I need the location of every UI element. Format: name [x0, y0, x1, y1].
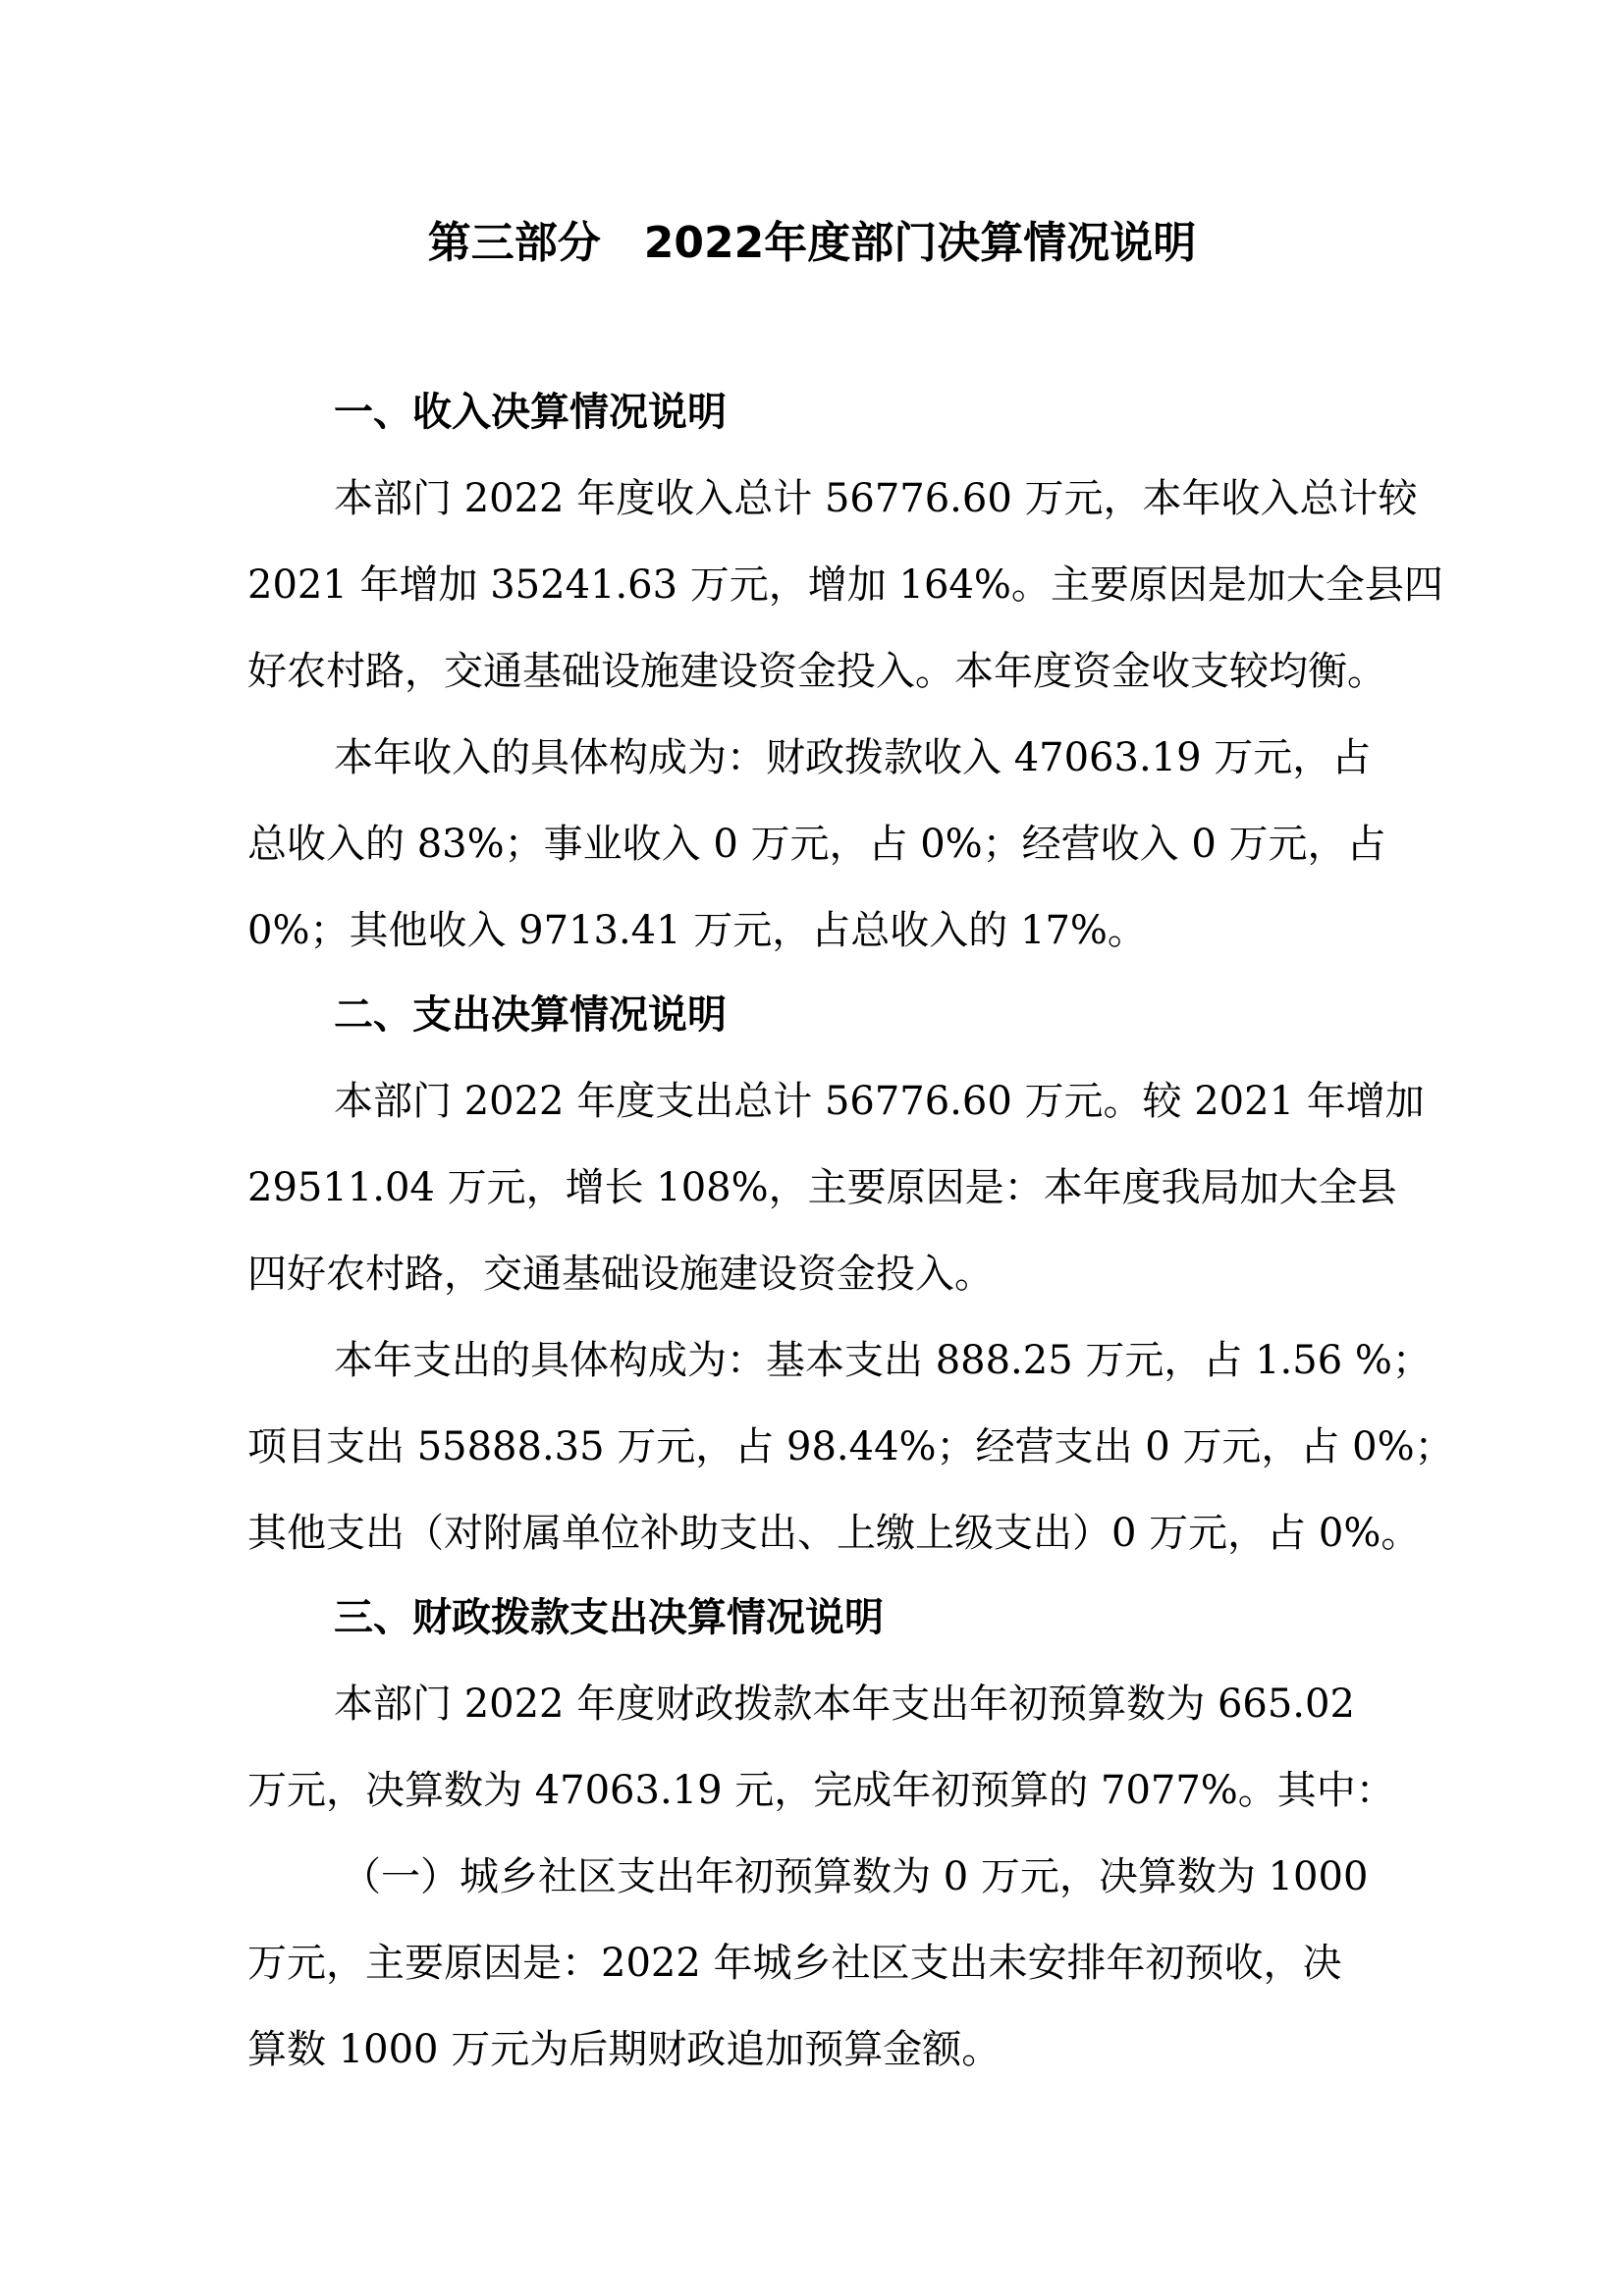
- paragraph-line: 29511.04 万元，增长 108%，主要原因是：本年度我局加大全县: [247, 1165, 1397, 1210]
- paragraph-line: 项目支出 55888.35 万元，占 98.44%；经营支出 0 万元，占 0%；: [247, 1424, 1454, 1469]
- section-heading-income: 一、收入决算情况说明: [334, 390, 727, 435]
- paragraph-line: 万元，决算数为 47063.19 元，完成年初预算的 7077%。其中：: [247, 1768, 1395, 1813]
- paragraph-line: 总收入的 83%；事业收入 0 万元，占 0%；经营收入 0 万元，占: [247, 822, 1386, 867]
- paragraph-line: 本年支出的具体构成为：基本支出 888.25 万元，占 1.56 %；: [334, 1338, 1432, 1383]
- paragraph-line: 0%；其他收入 9713.41 万元，占总收入的 17%。: [247, 908, 1147, 953]
- paragraph-line: 2021 年增加 35241.63 万元，增加 164%。主要原因是加大全县四: [247, 562, 1443, 608]
- paragraph-line: 万元，主要原因是：2022 年城乡社区支出未安排年初预收，决: [247, 1941, 1342, 1986]
- paragraph-line: 本部门 2022 年度收入总计 56776.60 万元，本年收入总计较: [334, 476, 1418, 521]
- page-title: 第三部分 2022年度部门决算情况说明: [427, 218, 1197, 268]
- section-heading-expenditure: 二、支出决算情况说明: [334, 992, 727, 1038]
- section-heading-fiscal-appropriation: 三、财政拨款支出决算情况说明: [334, 1595, 884, 1640]
- paragraph-line: 四好农村路，交通基础设施建设资金投入。: [247, 1252, 994, 1297]
- paragraph-line: 其他支出（对附属单位补助支出、上缴上级支出）0 万元，占 0%。: [247, 1511, 1421, 1556]
- paragraph-line: （一）城乡社区支出年初预算数为 0 万元，决算数为 1000: [342, 1854, 1369, 1899]
- paragraph-line: 本年收入的具体构成为：财政拨款收入 47063.19 万元，占: [334, 735, 1372, 780]
- paragraph-line: 好农村路，交通基础设施建设资金投入。本年度资金收支较均衡。: [247, 649, 1386, 694]
- paragraph-line: 本部门 2022 年度支出总计 56776.60 万元。较 2021 年增加: [334, 1079, 1425, 1124]
- paragraph-line: 算数 1000 万元为后期财政追加预算金额。: [247, 2027, 1001, 2072]
- paragraph-line: 本部门 2022 年度财政拨款本年支出年初预算数为 665.02: [334, 1682, 1355, 1727]
